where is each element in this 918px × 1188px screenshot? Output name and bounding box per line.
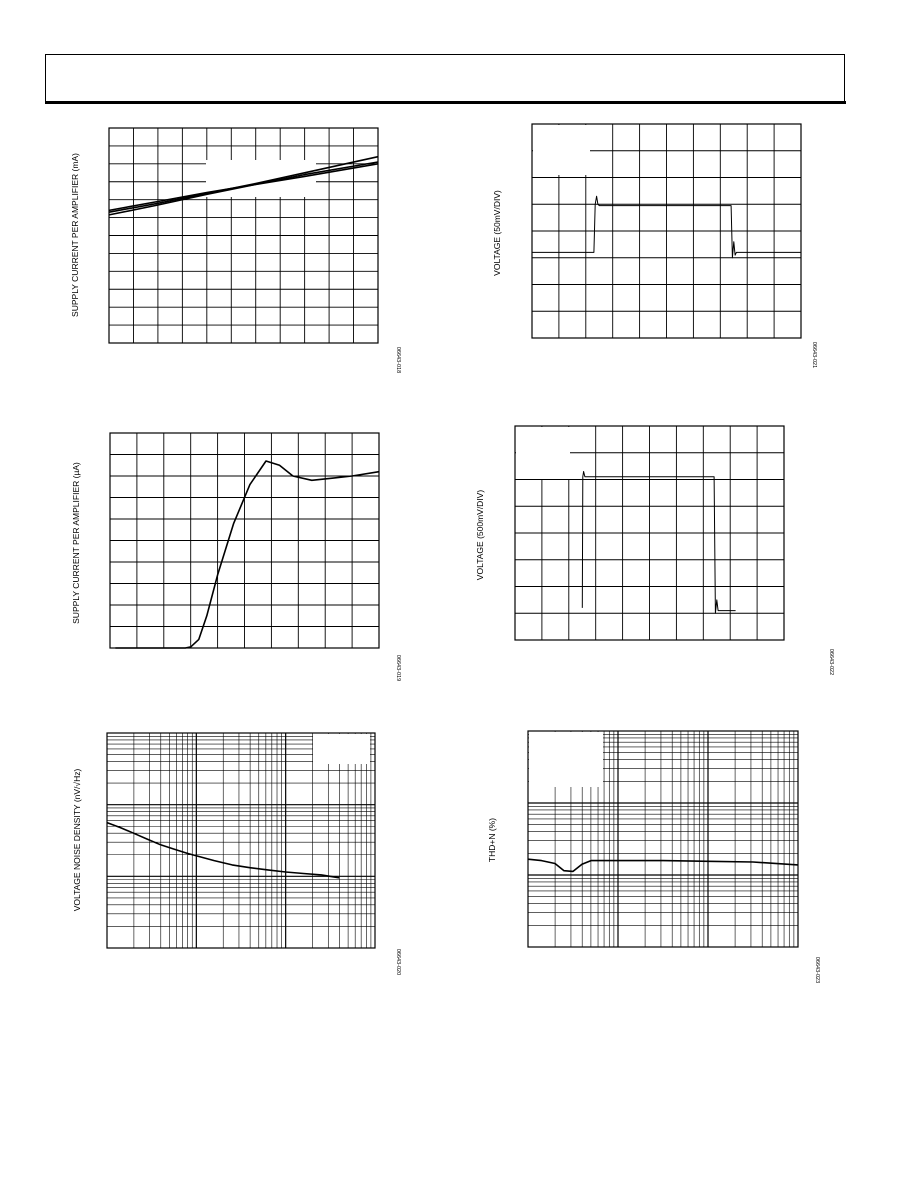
c6-grid — [528, 731, 798, 947]
c4-grid — [532, 124, 801, 338]
c4-figure-code: 06643-021 — [811, 341, 817, 369]
c3-figure-code: 06643-020 — [395, 948, 401, 976]
chart-thd-n — [487, 731, 820, 983]
chart-voltage-50mv — [492, 124, 817, 368]
c5-figure-code: 06643-022 — [828, 648, 834, 676]
chart-voltage-500mv — [475, 426, 834, 675]
c5-legend-box — [516, 427, 570, 479]
c4-legend-box — [533, 125, 590, 175]
c2-figure-code: 06643-019 — [395, 654, 401, 682]
c5-series-0-line — [582, 472, 735, 614]
c3-frame — [107, 733, 375, 948]
c1-grid — [109, 128, 378, 343]
c1-ylabel: SUPPLY CURRENT PER AMPLIFIER (mA) — [70, 153, 80, 317]
c2-ylabel: SUPPLY CURRENT PER AMPLIFIER (µA) — [71, 462, 81, 624]
c5-grid — [515, 426, 784, 640]
c6-legend-box — [529, 732, 603, 787]
c3-ylabel: VOLTAGE NOISE DENSITY (nV/√Hz) — [72, 768, 82, 912]
c6-ylabel: THD+N (%) — [487, 817, 497, 863]
c3-grid — [107, 733, 375, 948]
chart-supply-current-ma — [70, 128, 401, 373]
c3-legend-box — [313, 734, 370, 764]
c5-ylabel: VOLTAGE (500mV/DIV) — [475, 489, 485, 581]
c6-series-0-line — [528, 859, 798, 871]
c2-grid — [110, 433, 379, 648]
c1-figure-code: 06643-018 — [395, 346, 401, 374]
chart-supply-current-ua — [71, 433, 401, 681]
chart-voltage-noise-density — [72, 733, 401, 975]
c4-ylabel: VOLTAGE (50mV/DIV) — [492, 190, 502, 276]
c6-figure-code: 06643-023 — [814, 956, 820, 984]
c2-series-0-line — [115, 461, 379, 648]
